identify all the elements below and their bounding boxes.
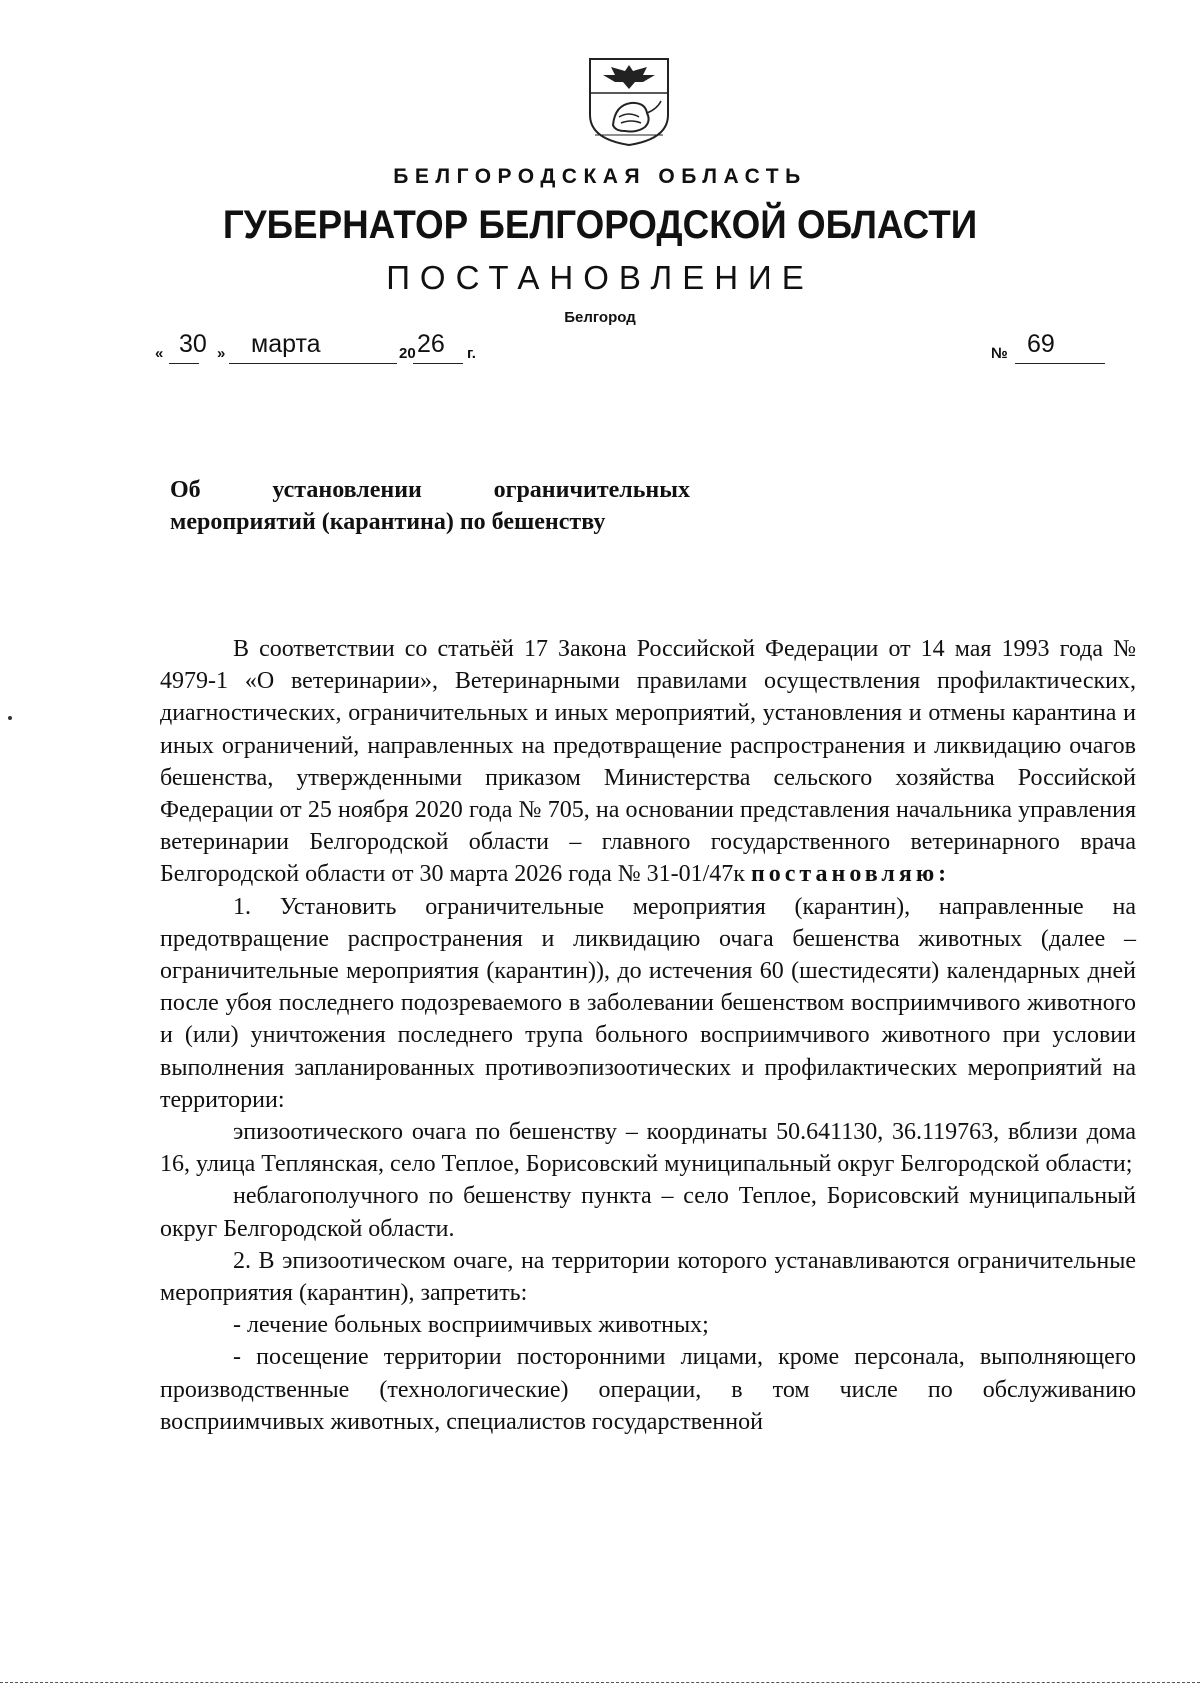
focus-paragraph: эпизоотического очага по бешенству – координаты 50.641130, 36.119763, вблизи дома 16, улица Теплянская, село Теплое, Борисовский муниципальный округ Белгородской области; [160,1119,1136,1178]
title-line-1 [170,474,690,506]
title-word: ограничительных [493,477,690,503]
document-type-heading: ПОСТАНОВЛЕНИЕ [386,259,814,296]
date-number-line [155,330,1105,364]
document-title [170,474,690,538]
document-body [160,633,1136,1438]
city-label: Белгород [564,309,636,326]
year-underline [413,363,463,365]
title-word: установлении [272,477,422,503]
date-year-suffix: 26 [417,330,445,358]
item-2-paragraph: 2. В эпизоотическом очаге, на территории которого устанавливаются ограничительные мероприятия (карантин), запретить: [160,1247,1136,1307]
region-heading: БЕЛГОРОДСКАЯ ОБЛАСТЬ [393,165,807,188]
date-close-quote: » [217,345,226,362]
number-underline [1015,363,1105,365]
date-year-prefix: 20 [399,345,416,362]
date-open-quote: « [155,345,164,362]
day-underline [169,363,199,365]
locality-paragraph: неблагополучного по бешенству пункта – село Теплое, Борисовский муниципальный округ Белгородской области. [160,1183,1136,1242]
coat-of-arms-emblem [585,55,673,147]
document-number: 69 [1027,330,1055,358]
authority-heading: ГУБЕРНАТОР БЕЛГОРОДСКОЙ ОБЛАСТИ [222,203,978,247]
title-line-2: мероприятий (карантина) по бешенству [170,509,606,535]
preamble-text: В соответствии со статьёй 17 Закона Российской Федерации от 14 мая 1993 года № 4979-1 «О ветеринарии», Ветеринарными правилами осуществления профилактических, диагностических, ограничительных и иных мероприятий, установления и отмены карантина и иных ограничений, направленных на предотвращение распространения и ликвидацию очагов бешенства, утвержденными приказом Министерства сельского хозяйства Российской Федерации от 25 ноября 2020 года № 705, на основании представления начальника управления ветеринарии Белгородской области – главного государственного ветеринарного врача Белгородской области от 30 марта 2026 года № 31-01/47к [160,636,1136,888]
date-day: 30 [179,330,207,358]
date-year-mark: г. [467,345,476,362]
number-label: № [991,345,1008,362]
preamble-paragraph [160,633,1136,891]
decree-word: постановляю: [750,861,951,888]
title-word: Об [170,477,201,503]
scan-edge-line [0,1682,1200,1683]
month-underline [229,363,397,365]
ban-1-paragraph: - лечение больных восприимчивых животных; [233,1312,709,1339]
ban-2-paragraph: - посещение территории посторонними лицами, кроме персонала, выполняющего производственные (технологические) операции, в том числе по обслуживанию восприимчивых животных, специалистов государственной [160,1344,1136,1435]
scan-speck [8,716,12,720]
date-month: марта [251,330,321,358]
item-1-paragraph: 1. Установить ограничительные мероприятия (карантин), направленные на предотвращение распространения и ликвидацию очага бешенства животных (далее – ограничительные мероприятия (карантин)), до истечения 60 (шестидесяти) календарных дней после убоя последнего подозреваемого в заболевании бешенством восприимчивого животного и (или) уничтожения последнего трупа больного восприимчивого животного при условии выполнения запланированных противоэпизоотических и профилактических мероприятий на территории: [160,893,1136,1113]
